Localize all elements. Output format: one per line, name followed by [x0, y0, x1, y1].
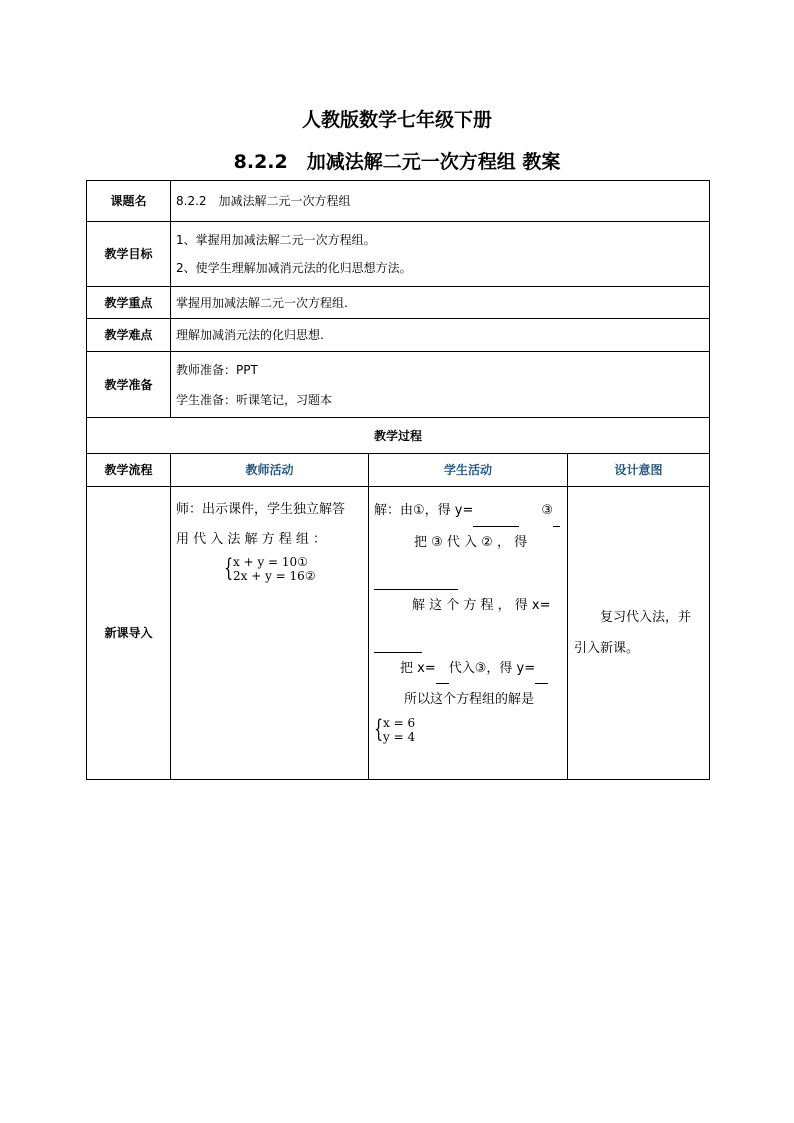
difficulty-row [87, 319, 710, 352]
goal-item-1: 1、掌握用加减法解二元一次方程组。 [176, 233, 376, 247]
design-intent [568, 487, 710, 780]
difficulty-label: 教学难点 [87, 319, 171, 352]
student-activity [369, 487, 568, 780]
equation-system [224, 555, 316, 583]
process-heading: 教学过程 [87, 418, 710, 454]
student-step-5: 所以这个方程组的解是 [404, 692, 535, 707]
prep-label: 教学准备 [87, 352, 171, 418]
difficulty-value: 理解加减消元法的化归思想. [171, 319, 710, 352]
equation-2: 2x + y = 16② [233, 569, 316, 583]
process-heading-row [87, 418, 710, 454]
col-flow-header: 教学流程 [87, 454, 171, 487]
goal-item-2: 2、使学生理解加减消元法的化归思想方法。 [176, 261, 412, 275]
design-text-1: 复习代入法，并 [600, 610, 692, 625]
solution-y: y = 4 [383, 729, 416, 744]
brace-icon: { [374, 714, 384, 743]
goal-content [171, 222, 710, 287]
intro-row [87, 487, 710, 780]
topic-row [87, 181, 710, 222]
focus-label: 教学重点 [87, 287, 171, 319]
topic-label: 课题名 [87, 181, 171, 222]
lesson-title: 8.2.2 加减法解二元一次方程组 教案 [233, 151, 561, 173]
student-step-1: 解：由①，得 y= ③ [374, 495, 562, 527]
col-teacher-header: 教师活动 [171, 454, 369, 487]
col-design-header: 设计意图 [568, 454, 710, 487]
goal-row [87, 222, 710, 287]
student-step-2: 把 ③ 代 入 ② ， 得 [414, 534, 528, 550]
prep-student: 学生准备：听课笔记，习题本 [176, 392, 333, 407]
stage-label: 新课导入 [87, 487, 171, 780]
topic-value: 8.2.2 加减法解二元一次方程组 [171, 181, 710, 222]
prep-content [171, 352, 710, 418]
brace-icon: { [224, 554, 234, 582]
teacher-text-2: 用 代 入 法 解 方 程 组 ： [176, 532, 327, 547]
student-blank-2 [374, 621, 562, 653]
student-step-4: 把 x= 代入③，得 y= [374, 653, 562, 685]
focus-row [87, 287, 710, 319]
process-header-row [87, 454, 710, 487]
equation-1: x + y = 10① [233, 555, 308, 569]
solution-x: x = 6 [383, 715, 416, 730]
design-text-2: 引入新课。 [574, 641, 640, 656]
student-step-3: 解 这 个 方 程 ， 得 x= [412, 597, 551, 613]
student-blank-1 [374, 558, 562, 590]
document-title: 人教版数学七年级下册 [301, 109, 492, 131]
goal-label: 教学目标 [87, 222, 171, 287]
focus-value: 掌握用加减法解二元一次方程组. [171, 287, 710, 319]
col-student-header: 学生活动 [369, 454, 568, 487]
lesson-plan-table [86, 180, 710, 780]
prep-row [87, 352, 710, 418]
teacher-text-1: 师：出示课件，学生独立解答 [176, 502, 346, 517]
solution-system [374, 716, 415, 744]
prep-teacher: 教师准备：PPT [176, 362, 258, 377]
teacher-activity [171, 487, 369, 780]
